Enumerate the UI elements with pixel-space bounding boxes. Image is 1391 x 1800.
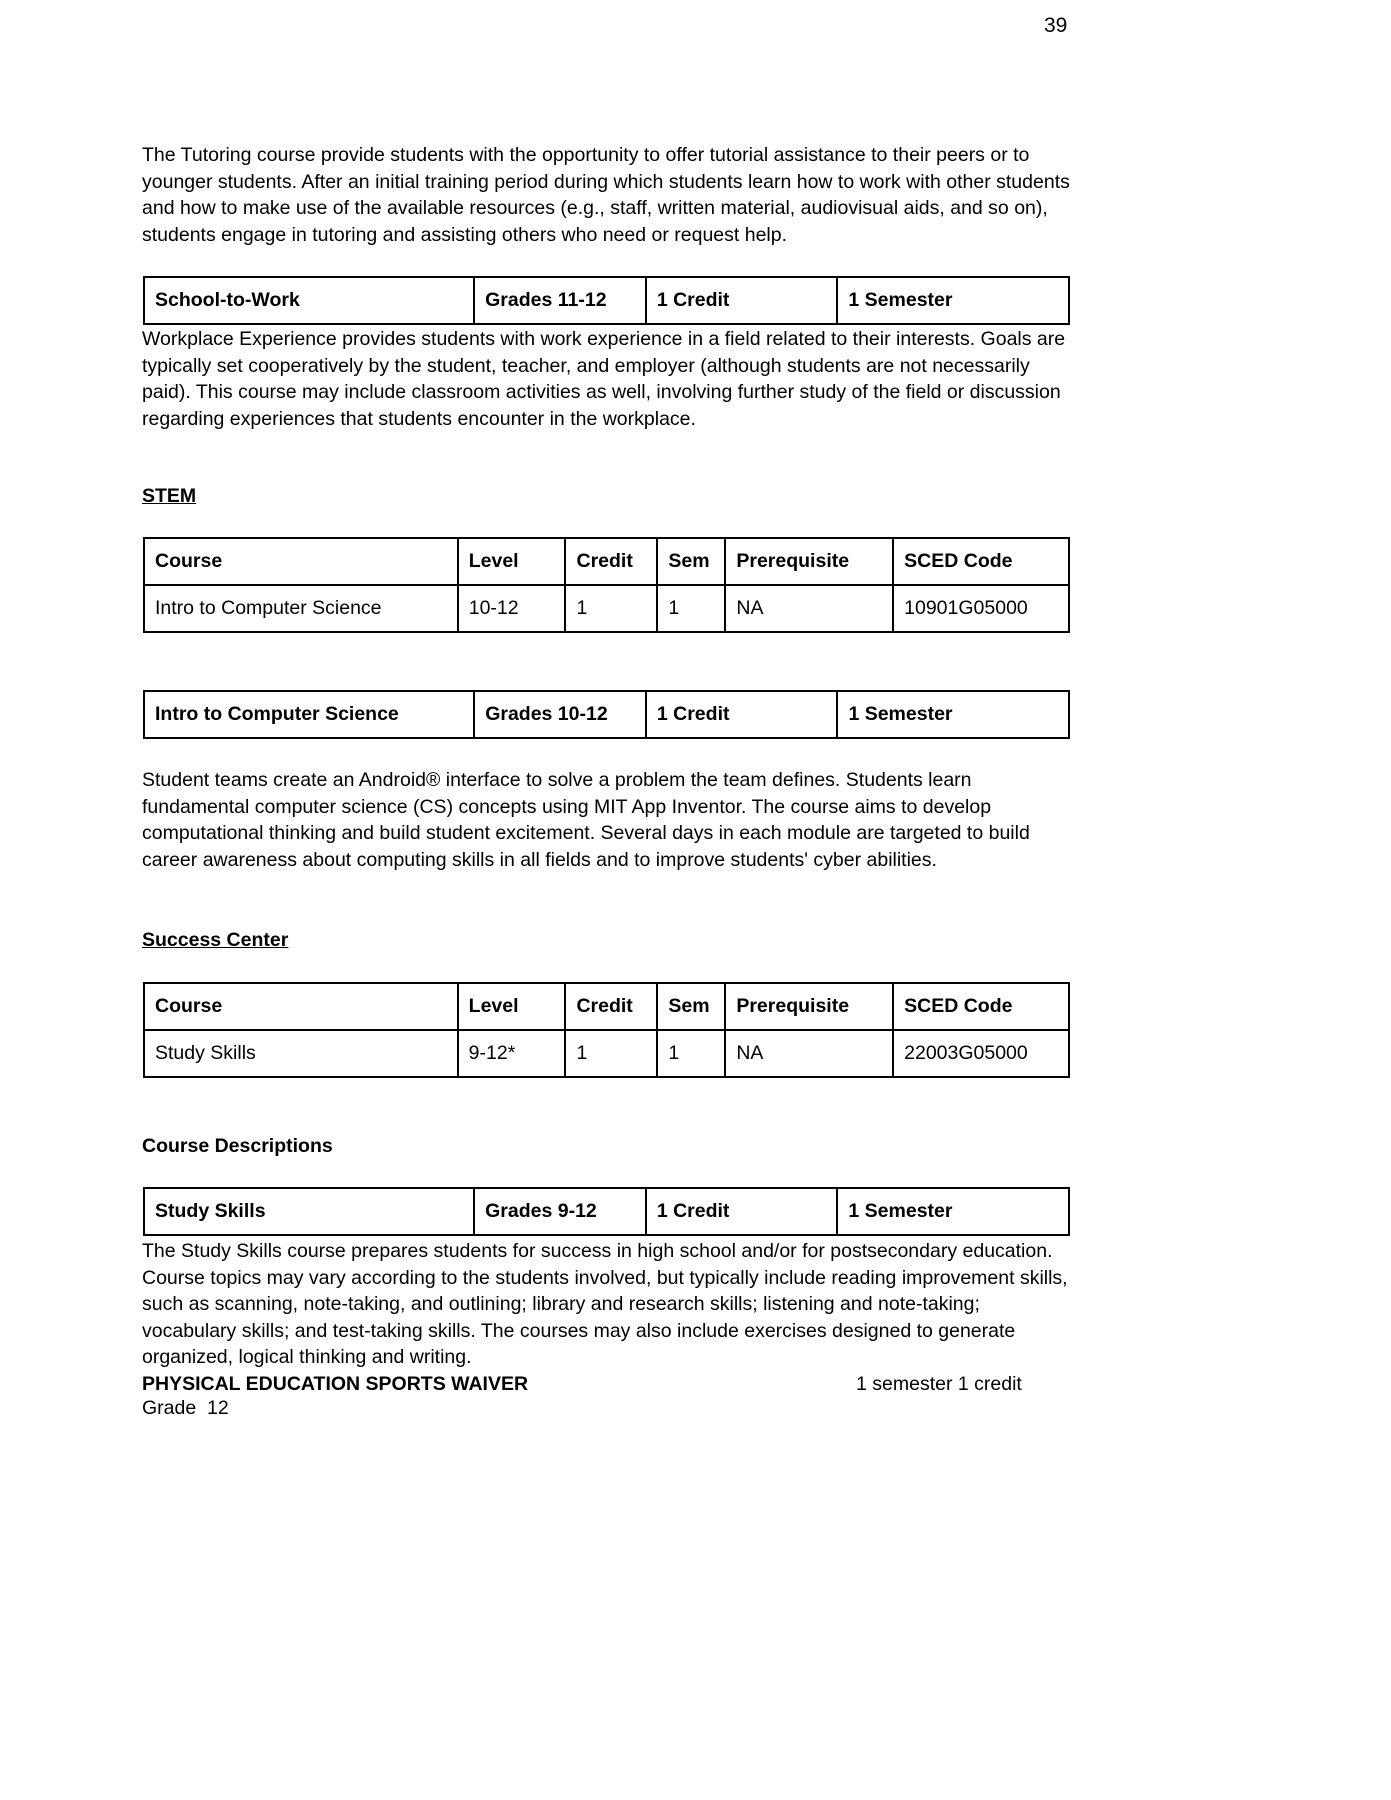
course-credit: 1 Credit	[646, 277, 838, 324]
table-cell: Study Skills	[144, 1030, 458, 1077]
study-skills-description: The Study Skills course prepares students for success in high school and/or for postsecondary education. Course topics may vary according to the students involved, but typically include reading improvement skills, such as scanning, note-taking, and outlining; library and research skills; listening and note-taking; vocabulary skills; and test-taking skills. The courses may also include exercises designed to generate organized, logical thinking and writing.	[142, 1240, 1068, 1369]
course-credit: 1 Credit	[646, 1188, 838, 1235]
table-cell: 1	[565, 585, 657, 632]
stem-heading: STEM	[142, 485, 197, 507]
table-cell: NA	[725, 1030, 893, 1077]
pe-waiver-credit: 1 semester 1 credit	[856, 1373, 1022, 1395]
school-to-work-description: Workplace Experience provides students with work experience in a field related to their interests. Goals are typically set cooperatively by the student, teacher, and employer (although students are not necessarily paid). This course may include classroom activities as well, involving further study of the field or discussion regarding experiences that students encounter in the workplace.	[142, 328, 1066, 430]
table-cell: 1	[565, 1030, 657, 1077]
column-header: Level	[458, 538, 566, 585]
success-center-heading: Success Center	[142, 929, 289, 951]
success-center-course-table	[143, 982, 1070, 1078]
course-grades: Grades 9-12	[474, 1188, 646, 1235]
pe-waiver-title: PHYSICAL EDUCATION SPORTS WAIVER	[142, 1373, 529, 1395]
column-header: Level	[458, 983, 566, 1030]
course-semester: 1 Semester	[837, 1188, 1069, 1235]
course-semester: 1 Semester	[837, 691, 1069, 738]
column-header: Sem	[657, 983, 725, 1030]
table-cell: 1	[657, 585, 725, 632]
column-header: Course	[144, 983, 458, 1030]
course-name: Study Skills	[144, 1188, 474, 1235]
course-credit: 1 Credit	[646, 691, 838, 738]
pe-waiver-grade: Grade 12	[142, 1397, 229, 1419]
course-semester: 1 Semester	[837, 277, 1069, 324]
intro-cs-course-header	[143, 690, 1070, 739]
table-cell: 10-12	[458, 585, 566, 632]
course-descriptions-heading: Course Descriptions	[142, 1135, 333, 1157]
course-name: Intro to Computer Science	[144, 691, 474, 738]
column-header: Prerequisite	[725, 538, 893, 585]
table-cell: 1	[657, 1030, 725, 1077]
table-cell: NA	[725, 585, 893, 632]
column-header: Prerequisite	[725, 983, 893, 1030]
column-header: SCED Code	[893, 983, 1069, 1030]
column-header: Credit	[565, 538, 657, 585]
course-grades: Grades 10-12	[474, 691, 646, 738]
stem-course-table	[143, 537, 1070, 633]
study-skills-course-header	[143, 1187, 1070, 1236]
course-grades: Grades 11-12	[474, 277, 646, 324]
table-cell: 22003G05000	[893, 1030, 1069, 1077]
table-header-row	[144, 538, 1069, 585]
intro-cs-description: Student teams create an Android® interface to solve a problem the team defines. Students learn fundamental computer science (CS) concepts using MIT App Inventor. The course aims to develop computational thinking and build student excitement. Several days in each module are targeted to build career awareness about computing skills in all fields and to improve students' cyber abilities.	[142, 769, 1030, 871]
column-header: Sem	[657, 538, 725, 585]
table-row	[144, 1030, 1069, 1077]
course-name: School-to-Work	[144, 277, 474, 324]
tutoring-description: The Tutoring course provide students with the opportunity to offer tutorial assistance to their peers or to younger students. After an initial training period during which students learn how to work with other students and how to make use of the available resources (e.g., staff, written material, audiovisual aids, and so on), students engage in tutoring and assisting others who need or request help.	[142, 144, 1070, 246]
school-to-work-course-header	[143, 276, 1070, 325]
table-header-row	[144, 983, 1069, 1030]
table-cell: 10901G05000	[893, 585, 1069, 632]
column-header: Course	[144, 538, 458, 585]
table-cell: 9-12*	[458, 1030, 566, 1077]
table-cell: Intro to Computer Science	[144, 585, 458, 632]
page-number: 39	[1044, 14, 1068, 37]
column-header: Credit	[565, 983, 657, 1030]
column-header: SCED Code	[893, 538, 1069, 585]
table-row	[144, 585, 1069, 632]
